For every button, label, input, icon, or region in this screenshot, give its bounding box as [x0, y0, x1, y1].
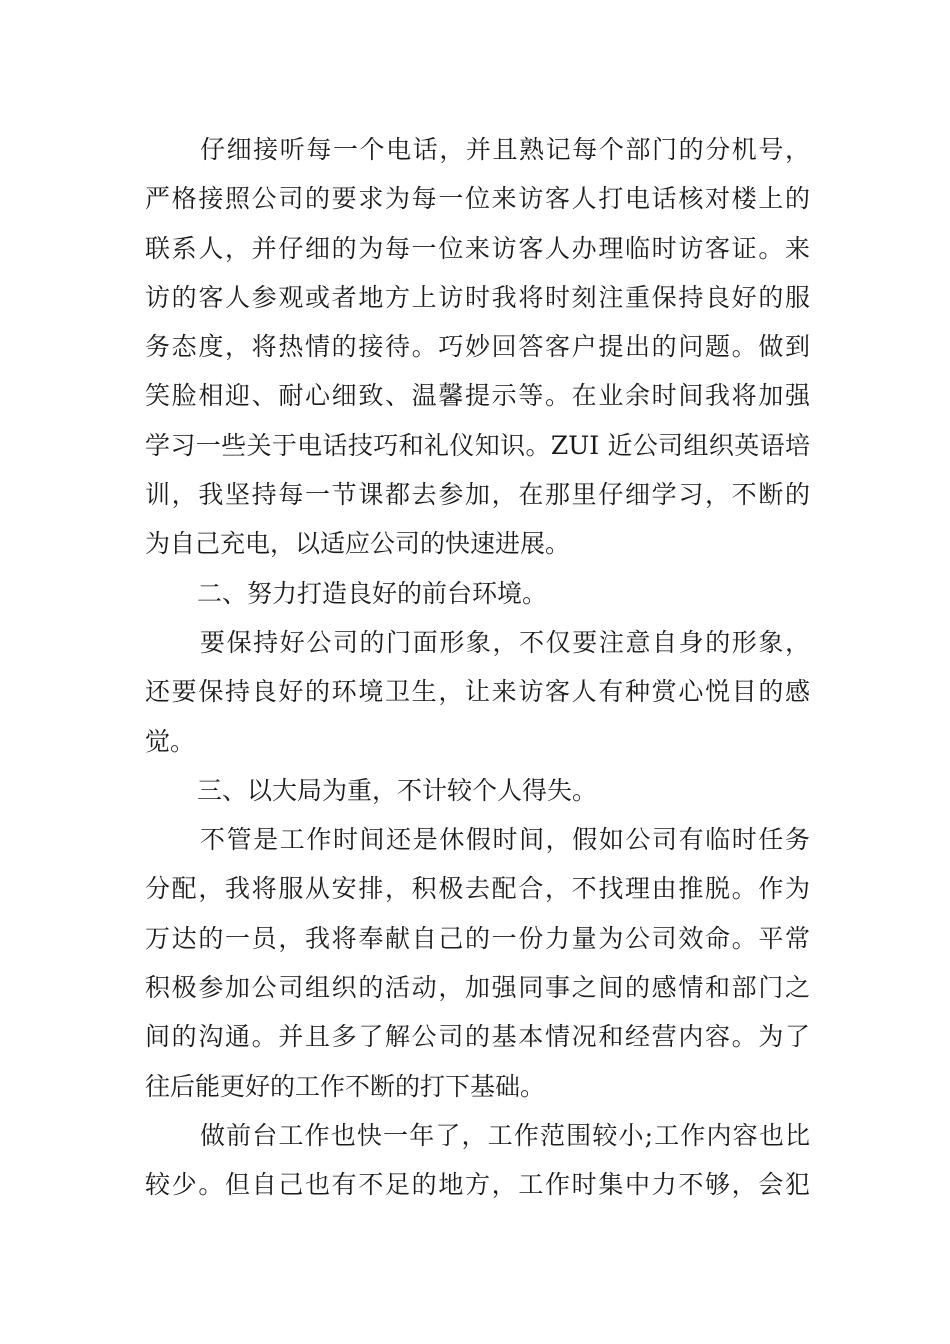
paragraph-line: 访的客人参观或者地方上访时我将时刻注重保持良好的服	[145, 282, 810, 312]
paragraph-line: 间的沟通。并且多了解公司的基本情况和经营内容。为了	[145, 1022, 810, 1052]
paragraph-line: 笑脸相迎、耐心细致、温馨提示等。在业余时间我将加强	[145, 381, 810, 411]
paragraph-line: 联系人，并仔细的为每一位来访客人办理临时访客证。来	[145, 233, 810, 263]
paragraph-line: 分配，我将服从安排，积极去配合，不找理由推脱。作为	[145, 874, 810, 904]
paragraph-line: 严格接照公司的要求为每一位来访客人打电话核对楼上的	[145, 184, 810, 214]
paragraph-line: 仔细接听每一个电话，并且熟记每个部门的分机号，	[200, 135, 810, 164]
paragraph-line: 还要保持良好的环境卫生，让来访客人有种赏心悦目的感	[145, 677, 810, 707]
paragraph-line: 做前台工作也快一年了，工作范围较小;工作内容也比	[200, 1120, 810, 1150]
paragraph-line: 学习一些关于电话技巧和礼仪知识。ZUI 近公司组织英语培	[145, 430, 810, 460]
paragraph-line: 要保持好公司的门面形象，不仅要注意自身的形象，	[200, 627, 810, 657]
paragraph-line: 往后能更好的工作不断的打下基础。	[145, 1071, 546, 1101]
section-heading: 三、以大局为重，不计较个人得失。	[197, 775, 598, 805]
paragraph-line: 较少。但自己也有不足的地方，工作时集中力不够，会犯	[145, 1170, 810, 1200]
paragraph-line: 万达的一员，我将奉献自己的一份力量为公司效命。平常	[145, 923, 810, 953]
paragraph-line: 为自己充电，以适应公司的快速进展。	[145, 529, 571, 559]
paragraph-line: 不管是工作时间还是休假时间，假如公司有临时任务	[200, 825, 810, 855]
paragraph-line: 积极参加公司组织的活动，加强同事之间的感情和部门之	[145, 973, 810, 1003]
paragraph-line: 觉。	[145, 726, 196, 756]
document-body	[145, 125, 810, 1210]
section-heading: 二、努力打造良好的前台环境。	[197, 578, 548, 608]
paragraph-line: 训，我坚持每一节课都去参加，在那里仔细学习，不断的	[145, 480, 810, 510]
paragraph-line: 务态度，将热情的接待。巧妙回答客户提出的问题。做到	[145, 332, 810, 362]
